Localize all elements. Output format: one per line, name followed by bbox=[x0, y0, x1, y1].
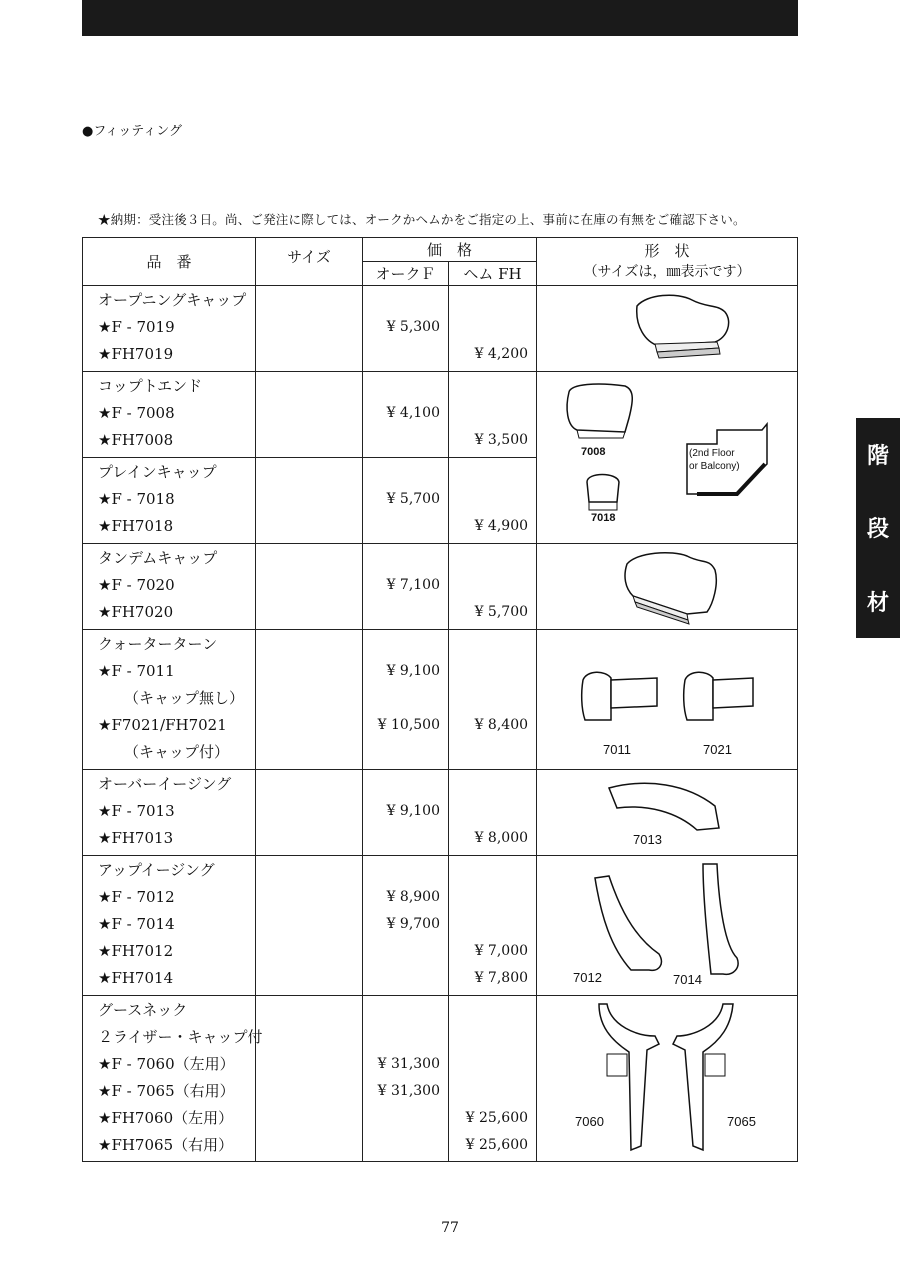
label-7018: 7018 bbox=[591, 512, 616, 524]
price-hem: ¥ 4,900 bbox=[449, 458, 537, 544]
side-tab-char-2: 段 bbox=[866, 517, 889, 543]
size-cell bbox=[256, 544, 363, 630]
price-hem: ¥ 8,000 bbox=[449, 770, 537, 856]
price-hem: ¥ 5,700 bbox=[449, 544, 537, 630]
label-7021: 7021 bbox=[703, 742, 732, 757]
gooseneck-icon bbox=[537, 996, 799, 1162]
size-cell bbox=[256, 996, 363, 1162]
label-floor-1: (2nd Floor bbox=[689, 448, 735, 459]
size-cell bbox=[256, 856, 363, 996]
delivery-note: ★納期：受注後３日。尚、ご発注に際しては、オークかヘムかをご指定の上、事前に在庫の有無をご確認下さい。 bbox=[98, 212, 746, 227]
table-row bbox=[83, 544, 798, 630]
shape-cell bbox=[537, 372, 798, 544]
header-item: 品 番 bbox=[83, 238, 256, 286]
size-cell bbox=[256, 630, 363, 770]
copped-end-icon bbox=[537, 372, 799, 544]
price-oak: ¥ 5,700 bbox=[363, 458, 449, 544]
shape-cell bbox=[537, 996, 798, 1162]
side-tab-char-3: 材 bbox=[866, 590, 889, 616]
header-shape-note: （サイズは，㎜表示です） bbox=[583, 263, 751, 280]
price-hem: ¥ 7,000 ¥ 7,800 bbox=[449, 856, 537, 996]
shape-cell bbox=[537, 544, 798, 630]
header-oak: オークＦ bbox=[363, 262, 449, 286]
quarter-turn-icon bbox=[537, 630, 799, 770]
table-row bbox=[83, 372, 798, 458]
price-oak: ¥ 7,100 bbox=[363, 544, 449, 630]
size-cell bbox=[256, 372, 363, 458]
product-name: クォーターターン ★F - 7011 （キャップ無し） ★F7021/FH7021 （キャップ付） bbox=[83, 630, 256, 770]
size-cell bbox=[256, 286, 363, 372]
shape-cell bbox=[537, 770, 798, 856]
over-easing-icon bbox=[537, 770, 799, 856]
side-tab-char-1: 階 bbox=[866, 444, 889, 470]
price-hem: ¥ 8,400 bbox=[449, 630, 537, 770]
label-floor-2: or Balcony) bbox=[689, 461, 740, 472]
product-name: オープニングキャップ ★F - 7019 ★FH7019 bbox=[83, 286, 256, 372]
header-bar bbox=[82, 0, 798, 36]
table-row bbox=[83, 856, 798, 996]
price-hem: ¥ 4,200 bbox=[449, 286, 537, 372]
section-title: ●フィッティング bbox=[82, 124, 183, 139]
product-name: プレインキャップ ★F - 7018 ★FH7018 bbox=[83, 458, 256, 544]
price-oak: ¥ 9,100 ¥ 10,500 bbox=[363, 630, 449, 770]
size-cell bbox=[256, 458, 363, 544]
side-tab bbox=[856, 418, 900, 638]
fittings-table bbox=[82, 237, 798, 1162]
label-7014: 7014 bbox=[673, 972, 702, 987]
floor-plan-icon bbox=[687, 424, 767, 494]
shape-cell bbox=[537, 630, 798, 770]
table-row bbox=[83, 770, 798, 856]
product-name: タンデムキャップ ★F - 7020 ★FH7020 bbox=[83, 544, 256, 630]
price-oak: ¥ 5,300 bbox=[363, 286, 449, 372]
price-oak: ¥ 9,100 bbox=[363, 770, 449, 856]
header-shape-title: 形 状 bbox=[644, 241, 690, 260]
price-oak: ¥ 31,300 ¥ 31,300 bbox=[363, 996, 449, 1162]
label-7011: 7011 bbox=[603, 742, 631, 757]
table-row bbox=[83, 996, 798, 1162]
product-name: グースネック ２ライザー・キャップ付 ★F - 7060（左用） ★F - 7065（右用） ★FH7060（左用） ★FH7065（右用） bbox=[83, 996, 256, 1162]
header-hem: ヘム FH bbox=[449, 262, 537, 286]
price-oak: ¥ 4,100 bbox=[363, 372, 449, 458]
size-cell bbox=[256, 770, 363, 856]
product-name: アップイージング ★F - 7012 ★F - 7014 ★FH7012 ★FH7014 bbox=[83, 856, 256, 996]
shape-cell bbox=[537, 856, 798, 996]
price-oak: ¥ 8,900 ¥ 9,700 bbox=[363, 856, 449, 996]
plain-cap-icon bbox=[587, 475, 619, 503]
price-hem: ¥ 25,600 ¥ 25,600 bbox=[449, 996, 537, 1162]
price-hem: ¥ 3,500 bbox=[449, 372, 537, 458]
product-name: オーバーイージング ★F - 7013 ★FH7013 bbox=[83, 770, 256, 856]
label-7008: 7008 bbox=[581, 446, 606, 458]
header-price: 価 格 bbox=[363, 238, 537, 262]
label-7012: 7012 bbox=[573, 970, 602, 985]
label-7065: 7065 bbox=[727, 1114, 756, 1129]
opening-cap-icon bbox=[537, 286, 799, 372]
header-size: サイズ bbox=[256, 238, 363, 286]
tandem-cap-icon bbox=[537, 544, 799, 630]
label-7060: 7060 bbox=[575, 1114, 604, 1129]
page-number: 77 bbox=[441, 1220, 459, 1236]
table-row bbox=[83, 286, 798, 372]
label-7013: 7013 bbox=[633, 832, 662, 847]
product-name: コップトエンド ★F - 7008 ★FH7008 bbox=[83, 372, 256, 458]
header-shape bbox=[537, 238, 798, 286]
shape-cell bbox=[537, 286, 798, 372]
table-row bbox=[83, 630, 798, 770]
